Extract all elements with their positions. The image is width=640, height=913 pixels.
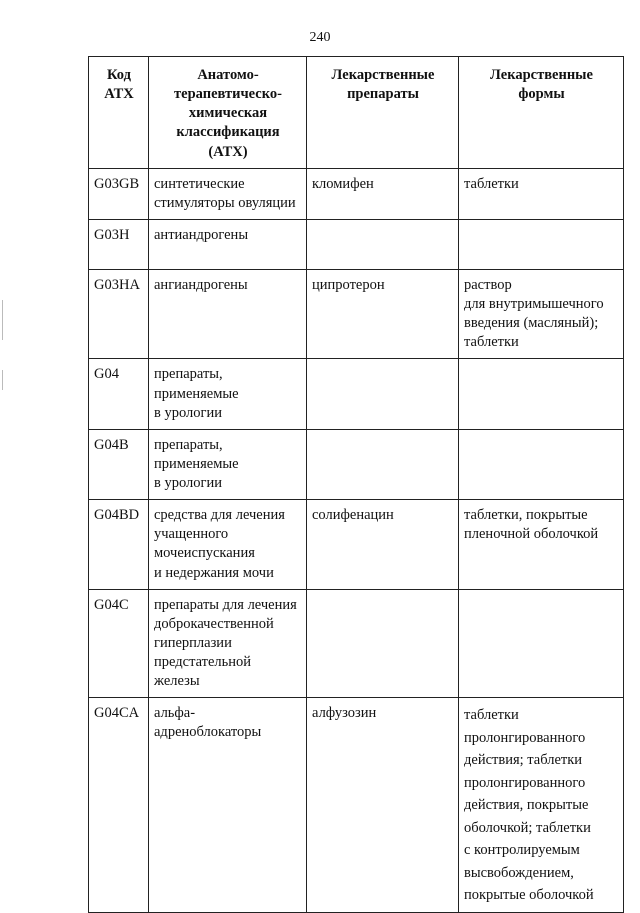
cell-code: G03GB [89,168,149,219]
cell-classification: ангиандрогены [149,269,307,359]
table-row [89,698,624,913]
cell-classification: синтетические стимуляторы овуляции [149,168,307,219]
cell-code: G04 [89,359,149,429]
page-number: 240 [309,30,331,45]
table-row [89,429,624,499]
header-code: Код ATX [89,57,149,169]
scan-margin-mark [2,370,3,390]
cell-classification: средства для лечения учащенного мочеиспускания и недержания мочи [149,500,307,590]
header-drugs: Лекарственные препараты [307,57,459,169]
table-row [89,219,624,269]
cell-form [459,589,624,698]
cell-classification: антиандрогены [149,219,307,269]
table-header-row [89,57,624,169]
cell-classification: препараты, применяемые в урологии [149,359,307,429]
cell-code: G03H [89,219,149,269]
cell-drug: солифенацин [307,500,459,590]
table-row [89,500,624,590]
cell-drug [307,359,459,429]
header-classification: Анатомо- терапевтическо- химическая классификация (ATX) [149,57,307,169]
header-forms: Лекарственные формы [459,57,624,169]
cell-form: раствор для внутримышечного введения (масляный); таблетки [459,269,624,359]
cell-form: таблетки, покрытые пленочной оболочкой [459,500,624,590]
cell-drug [307,219,459,269]
cell-drug: кломифен [307,168,459,219]
cell-form [459,429,624,499]
cell-form: таблетки пролонгированного действия; таблетки пролонгированного действия, покрытые оболочкой; таблетки с контролируемым высвобождением, покрытые оболочкой [459,698,624,913]
table-row [89,168,624,219]
cell-code: G04CA [89,698,149,913]
scan-margin-mark [2,300,3,340]
cell-classification: альфа- адреноблокаторы [149,698,307,913]
atx-table [88,56,624,913]
cell-form [459,359,624,429]
table-row [89,269,624,359]
cell-form [459,219,624,269]
cell-drug [307,429,459,499]
cell-drug [307,589,459,698]
table-row [89,589,624,698]
cell-drug: алфузозин [307,698,459,913]
cell-form: таблетки [459,168,624,219]
table-row [89,359,624,429]
cell-classification: препараты, применяемые в урологии [149,429,307,499]
cell-code: G04BD [89,500,149,590]
cell-classification: препараты для лечения доброкачественной гиперплазии предстательной железы [149,589,307,698]
cell-code: G03HA [89,269,149,359]
cell-drug: ципротерон [307,269,459,359]
cell-code: G04B [89,429,149,499]
cell-code: G04C [89,589,149,698]
